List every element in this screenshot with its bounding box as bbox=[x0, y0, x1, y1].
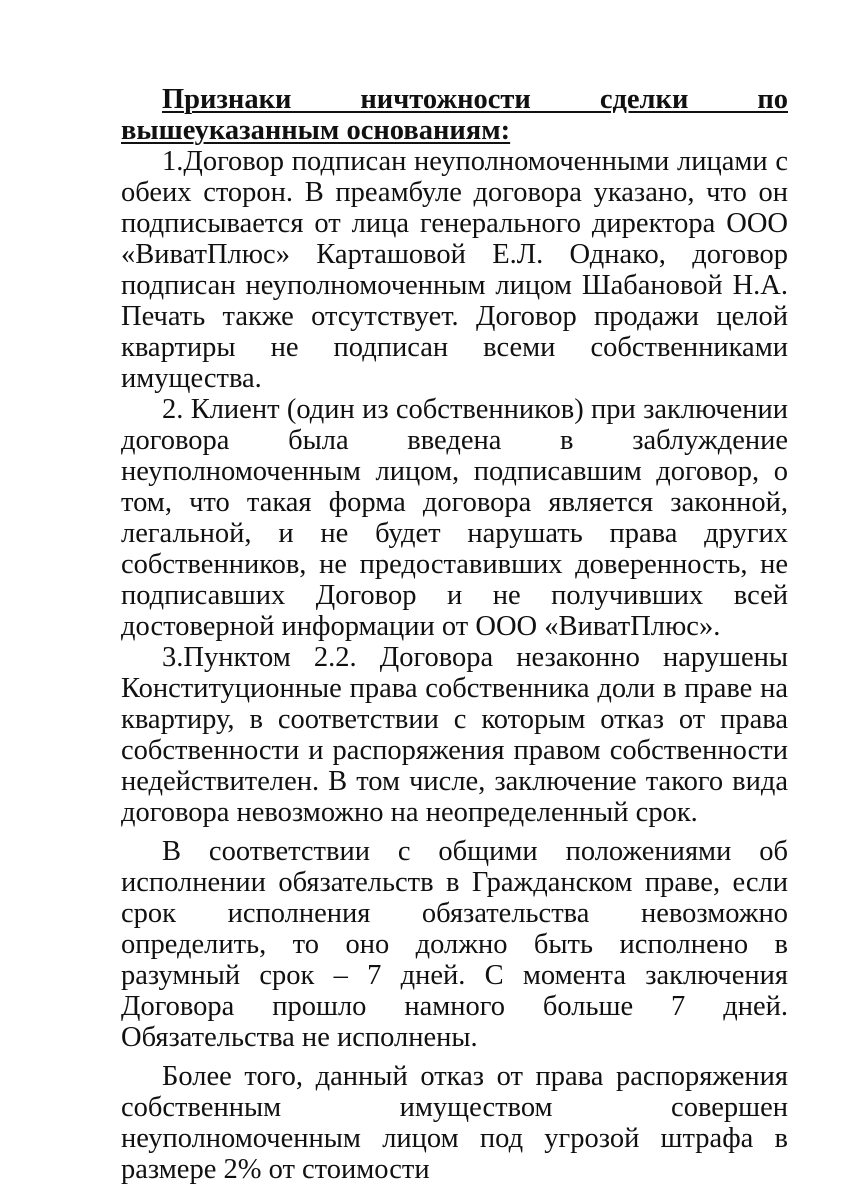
paragraph-2: 2. Клиент (один из собственников) при заключении договора была введена в заблуждение неуполномоченным лицом, подписавшим договор, о том, что такая форма договора является законной, легальной, и не будет нарушать права других собственников, не предоставивших доверенность, не подписавших Договор и не получивших всей достоверной информации от ООО «ВиватПлюс». bbox=[121, 394, 788, 642]
paragraph-3: 3.Пунктом 2.2. Договора незаконно нарушены Конституционные права собственника доли в праве на квартиру, в соответствии с которым отказ от права собственности и распоряжения правом собственности недействителен. В том числе, заключение такого вида договора невозможно на неопределенный срок. bbox=[121, 642, 788, 828]
document-body bbox=[121, 84, 788, 1185]
paragraph-5: Более того, данный отказ от права распоряжения собственным имуществом совершен неуполномоченным лицом под угрозой штрафа в размере 2% от стоимости bbox=[121, 1061, 788, 1185]
paragraph-4: В соответствии с общими положениями об исполнении обязательств в Гражданском праве, если срок исполнения обязательства невозможно определить, то оно должно быть исполнено в разумный срок – 7 дней. С момента заключения Договора прошло намного больше 7 дней. Обязательства не исполнены. bbox=[121, 836, 788, 1053]
paragraph-1: 1.Договор подписан неуполномоченными лицами с обеих сторон. В преамбуле договора указано, что он подписывается от лица генерального директора ООО «ВиватПлюс» Карташовой Е.Л. Однако, договор подписан неуполномоченным лицом Шабановой Н.А. Печать также отсутствует. Договор продажи целой квартиры не подписан всеми собственниками имущества. bbox=[121, 146, 788, 394]
document-title: Признаки ничтожности сделки по вышеуказанным основаниям: bbox=[121, 84, 788, 146]
